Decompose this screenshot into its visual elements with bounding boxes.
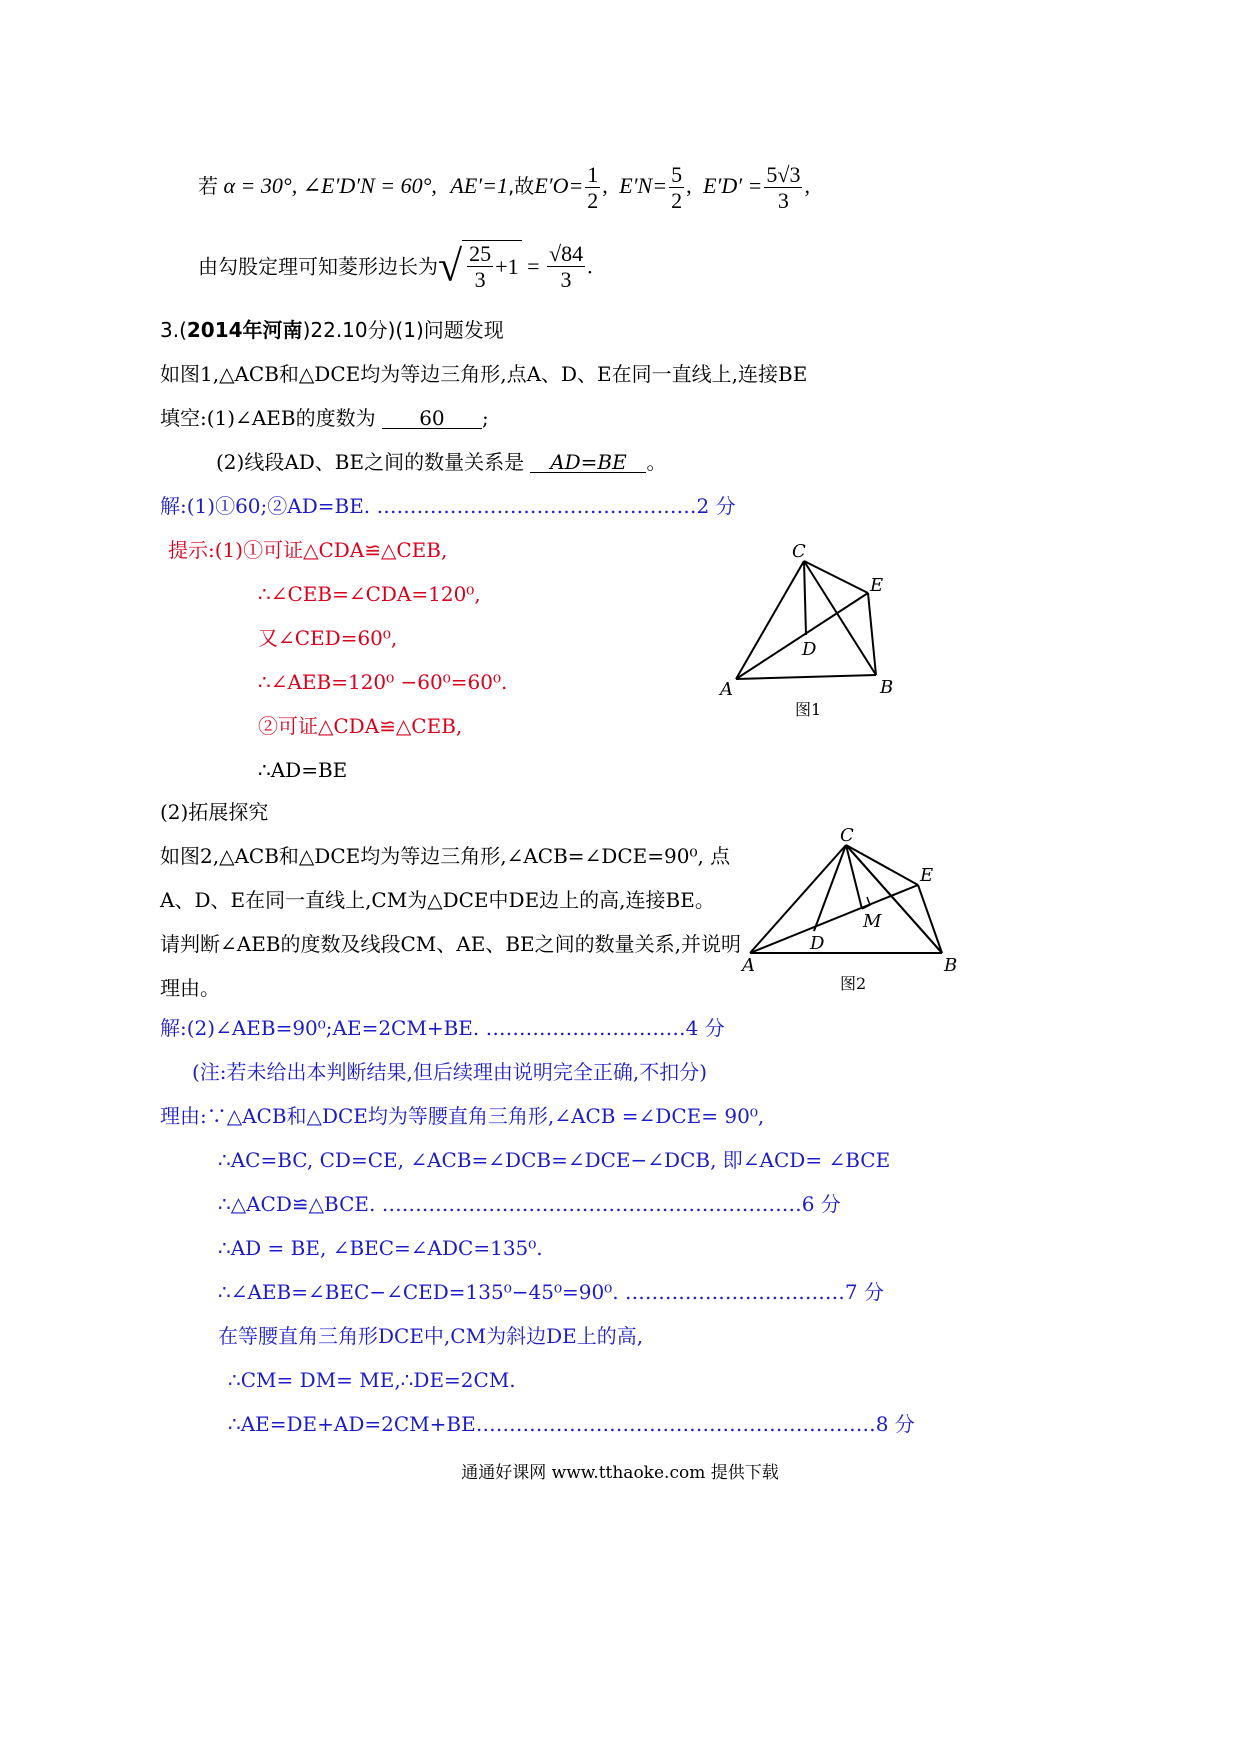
hint-line: ∴AD=BE (258, 758, 348, 782)
fig2-label-d: D (810, 933, 825, 954)
figure-1 (700, 535, 920, 730)
en-label: E′N= (619, 172, 668, 198)
reason-line: ∴AC=BC, CD=CE, ∠ACB=∠DCB=∠DCE−∠DCB, 即∠ACD= ∠BCE (218, 1148, 891, 1172)
reason-line: 在等腰直角三角形DCE中,CM为斜边DE上的高, (218, 1324, 644, 1348)
reason-line: ∴CM= DM= ME,∴DE=2CM. (228, 1368, 516, 1392)
fill1-end: ; (481, 406, 489, 430)
conj-text: ,故 (507, 173, 535, 198)
formula-text: 若 (198, 173, 218, 198)
en-fraction (669, 162, 684, 214)
ed-fraction (764, 162, 802, 214)
figure-1-diagram (700, 535, 920, 725)
reason-line: ∴△ACD≌△BCE. ………………………………………………………6 分 (218, 1192, 841, 1216)
part2-line: A、D、E在同一直线上,CM为△DCE中DE边上的高,连接BE。 (160, 888, 715, 912)
en-num: 5 (671, 162, 683, 187)
fig1-label-a: A (720, 679, 733, 700)
formula-line-1: 若 α = 30°, ∠E′D′N = 60°, AE′=1,故E′O= $\frac{1}{2}$ , E′N= $\frac{5}{2}$ , E′D′ = $\frac{5√3}{3}$ , (198, 162, 810, 214)
angle-value: ∠E′D′N = 60° (302, 172, 432, 198)
alpha-value: α = 30°, (223, 172, 298, 198)
fig2-caption: 图2 (840, 974, 867, 993)
fig2-label-c: C (840, 825, 854, 846)
fill2-answer: AD=BE (530, 452, 646, 473)
part2-line: 理由。 (160, 976, 220, 1000)
hint-line: ∴∠CEB=∠CDA=120⁰, (258, 582, 481, 606)
fill-line-1 (160, 408, 489, 429)
hint-line: 又∠CED=60⁰, (258, 626, 398, 650)
en-den: 2 (671, 188, 683, 214)
fill1-answer: 60 (382, 408, 482, 429)
reason-line: ∴∠AEB=∠BEC−∠CED=135⁰−45⁰=90⁰. ……………………………7 分 (218, 1280, 884, 1304)
part2-line: 如图2,△ACB和△DCE均为等边三角形,∠ACB=∠DCE=90⁰, 点 (160, 844, 731, 868)
sqrt-den: 3 (474, 267, 486, 293)
radical-sign: √ (438, 241, 463, 291)
result-den: 3 (560, 266, 572, 292)
page-footer: 通通好课网 www.tthaoke.com 提供下载 (461, 1463, 779, 1483)
question-header (160, 320, 504, 340)
hint-line: ②可证△CDA≌△CEB, (258, 714, 463, 738)
eo-den: 2 (587, 188, 599, 214)
equals: = (527, 253, 540, 279)
ed-label: E′D′ = (703, 172, 763, 198)
question-line-1: 如图1,△ACB和△DCE均为等边三角形,点A、D、E在同一直线上,连接BE (160, 362, 808, 386)
part2-line: 请判断∠AEB的度数及线段CM、AE、BE之间的数量关系,并说明 (160, 932, 741, 956)
fig1-label-b: B (880, 677, 894, 698)
header-source: 2014年河南 (186, 318, 303, 342)
fig2-label-m: M (863, 911, 882, 932)
result-num: √84 (549, 240, 584, 266)
reason-line: ∴AD = BE, ∠BEC=∠ADC=135⁰. (218, 1236, 543, 1260)
period: . (587, 253, 593, 279)
hint-line: ∴∠AEB=120⁰ −60⁰=60⁰. (258, 670, 508, 694)
ed-num: 5√3 (766, 162, 801, 187)
figure-2 (730, 825, 970, 1005)
reason-line: ∴AE=DE+AD=2CM+BE……………………………………………………8 分 (228, 1412, 915, 1436)
result-fraction (547, 241, 585, 293)
fig2-label-a: A (742, 955, 755, 976)
plus-one: +1 (495, 253, 519, 279)
fig1-caption: 图1 (795, 700, 822, 719)
rhombus-text: 由勾股定理可知菱形边长为 (198, 254, 438, 279)
grading-note: (注:若未给出本判断结果,但后续理由说明完全正确,不扣分) (192, 1060, 708, 1084)
ed-den: 3 (777, 188, 789, 214)
fill2-prompt: (2)线段AD、BE之间的数量关系是 (216, 450, 525, 474)
sqrt-num: 25 (469, 241, 492, 266)
hint-line: 提示:(1)①可证△CDA≌△CEB, (168, 538, 448, 562)
solution-1: 解:(1)①60;②AD=BE. …………………………………………2 分 (160, 494, 736, 518)
fig1-label-d: D (802, 639, 817, 660)
eo-label: E′O= (534, 172, 584, 198)
figure-2-diagram (730, 825, 970, 1000)
formula-line-2 (198, 240, 593, 293)
eo-fraction (585, 162, 600, 214)
fig2-label-e: E (920, 865, 934, 886)
header-suffix: )22.10分)(1)问题发现 (302, 318, 504, 342)
reason-line: 理由:∵△ACB和△DCE均为等腰直角三角形,∠ACB =∠DCE= 90⁰, (160, 1104, 765, 1128)
header-prefix: 3.( (160, 318, 187, 342)
part2-heading: (2)拓展探究 (160, 800, 269, 824)
sqrt-fraction (467, 241, 493, 293)
ae-value: AE′=1 (450, 172, 508, 198)
eo-num: 1 (587, 162, 599, 187)
fig2-label-b: B (944, 955, 958, 976)
fill2-end: 。 (646, 450, 667, 474)
fill-line-2 (216, 452, 666, 473)
fill1-prompt: 填空:(1)∠AEB的度数为 (160, 406, 376, 430)
solution-2: 解:(2)∠AEB=90⁰;AE=2CM+BE. …………………………4 分 (160, 1016, 725, 1040)
fig1-label-e: E (870, 575, 884, 596)
fig1-label-c: C (792, 541, 806, 562)
sqrt-expression (438, 240, 522, 293)
